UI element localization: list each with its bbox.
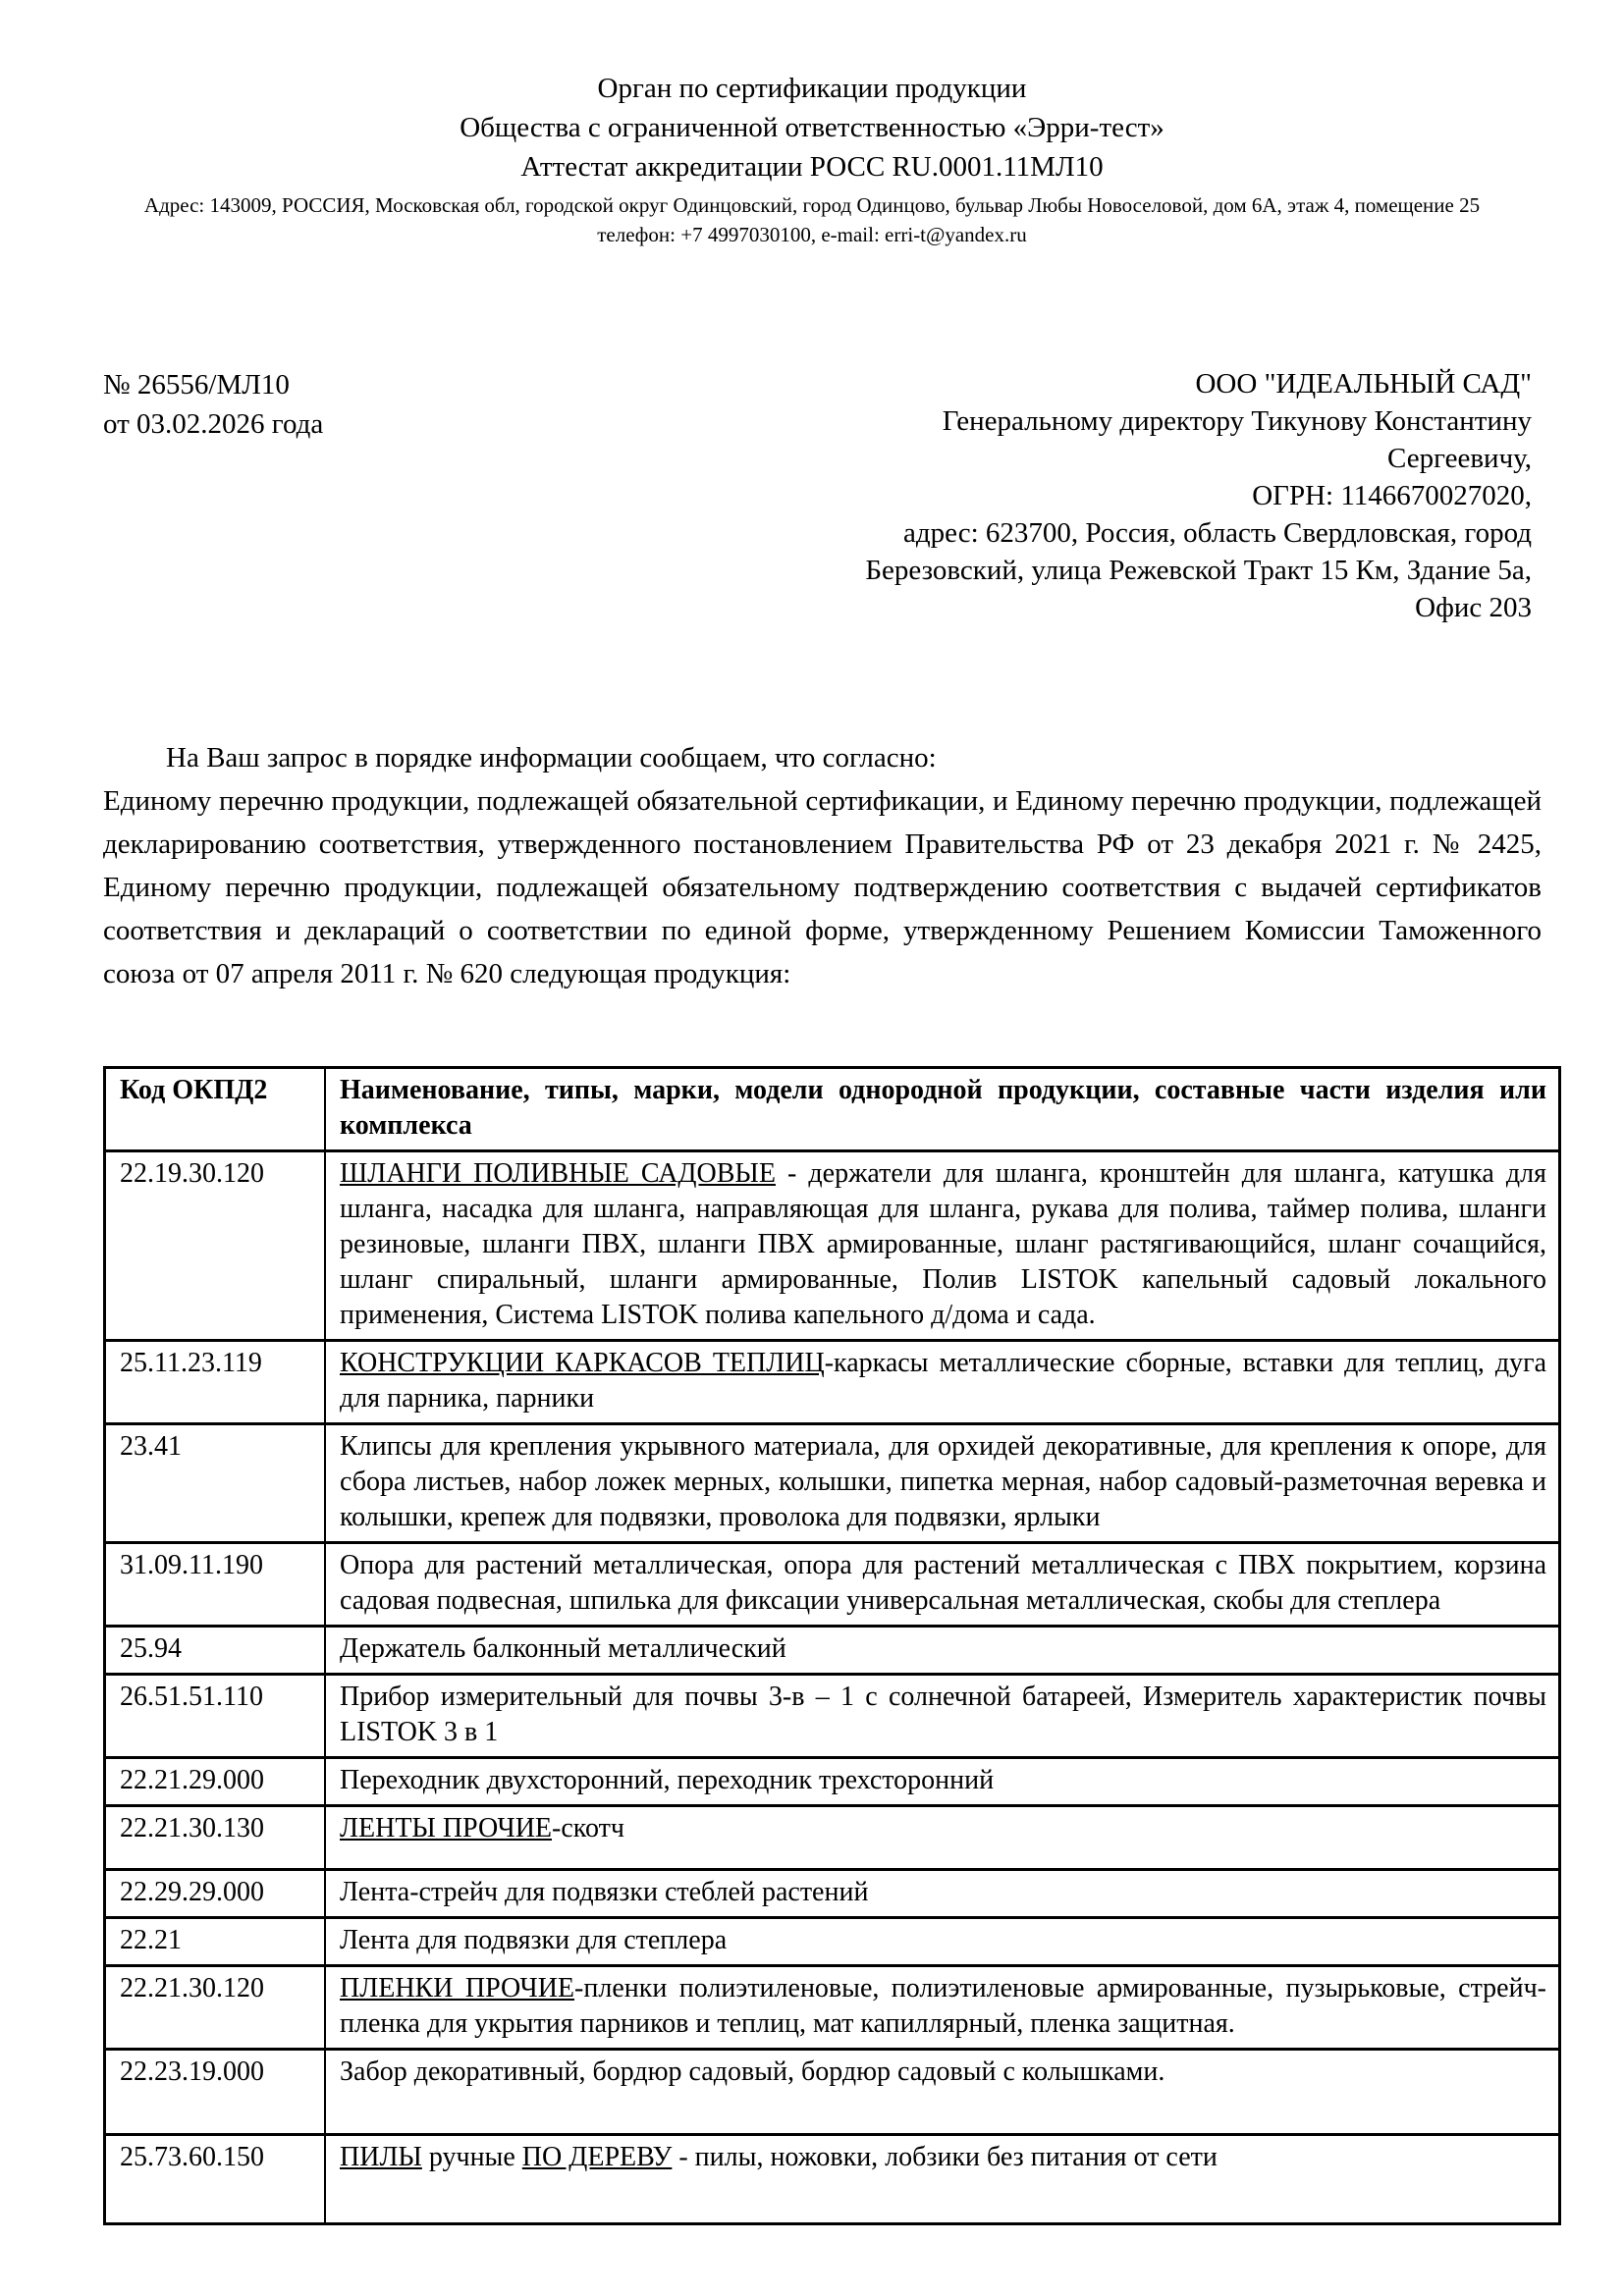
table-row — [105, 1341, 1560, 1424]
product-group-name: ШЛАНГИ ПОЛИВНЫЕ САДОВЫЕ — [340, 1158, 776, 1189]
description-cell — [325, 1966, 1560, 2050]
intro-paragraph: На Ваш запрос в порядке информации сообщаем, что согласно: — [166, 742, 937, 774]
product-group-name: ПО ДЕРЕВУ — [521, 2142, 673, 2172]
product-description-text: Прибор измерительный для почвы 3-в – 1 с солнечной батареей, Измеритель характеристик почвы LISTOK 3 в 1 — [340, 1682, 1546, 1747]
addressee-line: Сергеевичу, — [1387, 443, 1532, 474]
letter-body — [103, 736, 1542, 995]
letterhead-company-line: Общества с ограниченной ответственностью «Эрри-тест» — [460, 112, 1164, 143]
product-group-name: КОНСТРУКЦИИ КАРКАСОВ ТЕПЛИЦ — [340, 1348, 825, 1378]
header-row — [105, 1068, 1560, 1151]
description-cell — [325, 1918, 1560, 1966]
addressee-line: Генеральному директору Тикунову Константину — [942, 405, 1532, 437]
product-description-text: Лента для подвязки для степлера — [340, 1925, 728, 1955]
code-cell: 22.19.30.120 — [105, 1151, 326, 1341]
table-row — [105, 2135, 1560, 2224]
addressee-line: ОГРН: 1146670027020, — [1252, 480, 1532, 511]
code-cell: 22.21 — [105, 1918, 326, 1966]
products-table-wrap — [103, 1066, 1561, 2225]
main-paragraph: Единому перечню продукции, подлежащей обязательной сертификации, и Единому перечню продукции, подлежащей декларированию соответствия, утвержденного постановлением Правительства РФ от 23 декабря 2021 г. № 2425, Единому перечню продукции, подлежащей обязательному подтверждению соответствия с выдачей сертификатов соответствия и деклараций о соответствии по единой форме, утвержденному Решением Комиссии Таможенного союза от 07 апреля 2011 г. № 620 следующая продукция: — [103, 785, 1542, 989]
product-description-text: Переходник двухсторонний, переходник трехсторонний — [340, 1765, 995, 1795]
addressee-line: Березовский, улица Режевской Тракт 15 Км, Здание 5а, — [865, 555, 1532, 586]
table-row — [105, 1918, 1560, 1966]
code-cell: 22.29.29.000 — [105, 1870, 326, 1918]
reference-and-addressee-row — [103, 365, 1532, 626]
addressee-line: адрес: 623700, Россия, область Свердловская, город — [903, 517, 1532, 549]
letterhead — [0, 0, 1624, 249]
product-description-text: Клипсы для крепления укрывного материала, для орхидей декоративные, для крепления к опоре, для сбора листьев, набор ложек мерных, колышки, пипетка мерная, набор садовый-разметочная веревка и колышки, крепеж для подвязки, проволока для подвязки, ярлыки — [340, 1431, 1546, 1532]
table-row — [105, 2050, 1560, 2135]
letterhead-address: Адрес: 143009, РОССИЯ, Московская обл, городской округ Одинцовский, город Одинцово, бульвар Любы Новоселовой, дом 6А, этаж 4, помещение 25 — [143, 193, 1481, 217]
reference-block — [103, 365, 323, 444]
addressee-block — [865, 365, 1532, 626]
product-description-text: Держатель балконный металлический — [340, 1633, 786, 1664]
description-cell — [325, 1806, 1560, 1870]
description-cell — [325, 1341, 1560, 1424]
product-description-text: Опора для растений металлическая, опора для растений металлическая с ПВХ покрытием, корзина садовая подвесная, шпилька для фиксации универсальная металлическая, скобы для степлера — [340, 1550, 1546, 1616]
letter-number: № 26556/МЛ10 — [103, 369, 290, 400]
code-cell: 25.73.60.150 — [105, 2135, 326, 2224]
description-cell — [325, 1151, 1560, 1341]
description-cell — [325, 1543, 1560, 1627]
addressee-line: Офис 203 — [1415, 592, 1532, 623]
code-cell: 22.21.30.130 — [105, 1806, 326, 1870]
description-cell — [325, 1424, 1560, 1543]
table-row — [105, 1675, 1560, 1758]
description-cell — [325, 1870, 1560, 1918]
product-group-name: ПЛЕНКИ ПРОЧИЕ — [340, 1973, 575, 2003]
code-cell: 22.21.30.120 — [105, 1966, 326, 2050]
code-cell: 23.41 — [105, 1424, 326, 1543]
description-cell — [325, 2135, 1560, 2224]
letter-date: от 03.02.2026 года — [103, 408, 324, 440]
products-table — [103, 1066, 1561, 2225]
product-group-name: ЛЕНТЫ ПРОЧИЕ — [340, 1813, 553, 1843]
letterhead-accreditation-line: Аттестат аккредитации РОСС RU.0001.11МЛ10 — [520, 151, 1104, 183]
letterhead-contacts: телефон: +7 4997030100, e-mail: erri-t@yandex.ru — [597, 223, 1027, 246]
product-description-text: ручные — [421, 2142, 522, 2172]
product-description-text: - держатели для шланга, кронштейн для шланга, катушка для шланга, насадка для шланга, направляющая для шланга, рукава для полива, таймер полива, шланги резиновые, шланги ПВХ, шланги ПВХ армированные, шланг растягивающийся, шланг сочащийся, шланг спиральный, шланги армированные, Полив LISTOK капельный садовый локального применения, Система LISTOK полива капельного д/дома и сада. — [340, 1158, 1547, 1330]
product-description-text: - пилы, ножовки, лобзики без питания от сети — [672, 2142, 1218, 2172]
table-row — [105, 1966, 1560, 2050]
product-description-text: Лента-стрейч для подвязки стеблей растений — [340, 1877, 869, 1907]
letterhead-org-line: Орган по сертификации продукции — [597, 73, 1027, 104]
code-cell: 31.09.11.190 — [105, 1543, 326, 1627]
products-table-body — [105, 1151, 1560, 2224]
table-row — [105, 1870, 1560, 1918]
table-row — [105, 1806, 1560, 1870]
products-table-head — [105, 1068, 1560, 1151]
code-cell: 25.11.23.119 — [105, 1341, 326, 1424]
table-row — [105, 1627, 1560, 1675]
code-cell: 22.21.29.000 — [105, 1758, 326, 1806]
header-name-column: Наименование, типы, марки, модели однородной продукции, составные части изделия или комплекса — [325, 1068, 1560, 1151]
table-row — [105, 1758, 1560, 1806]
description-cell — [325, 1675, 1560, 1758]
header-code-column: Код ОКПД2 — [105, 1068, 326, 1151]
product-description-text: -скотч — [552, 1813, 624, 1843]
table-row — [105, 1424, 1560, 1543]
addressee-line: ООО "ИДЕАЛЬНЫЙ САД" — [1195, 368, 1532, 400]
table-row — [105, 1151, 1560, 1341]
description-cell — [325, 1627, 1560, 1675]
description-cell — [325, 1758, 1560, 1806]
description-cell — [325, 2050, 1560, 2135]
product-description-text: -каркасы металлические сборные, вставки для теплиц, дуга для парника, парники — [340, 1348, 1546, 1414]
product-description-text: Забор декоративный, бордюр садовый, бордюр садовый с колышками. — [340, 2056, 1165, 2087]
product-description-text: -пленки полиэтиленовые, полиэтиленовые армированные, пузырьковые, стрейч-пленка для укрытия парников и теплиц, мат капиллярный, пленка защитная. — [340, 1973, 1546, 2039]
code-cell: 25.94 — [105, 1627, 326, 1675]
code-cell: 26.51.51.110 — [105, 1675, 326, 1758]
code-cell: 22.23.19.000 — [105, 2050, 326, 2135]
table-row — [105, 1543, 1560, 1627]
product-group-name: ПИЛЫ — [340, 2142, 422, 2172]
